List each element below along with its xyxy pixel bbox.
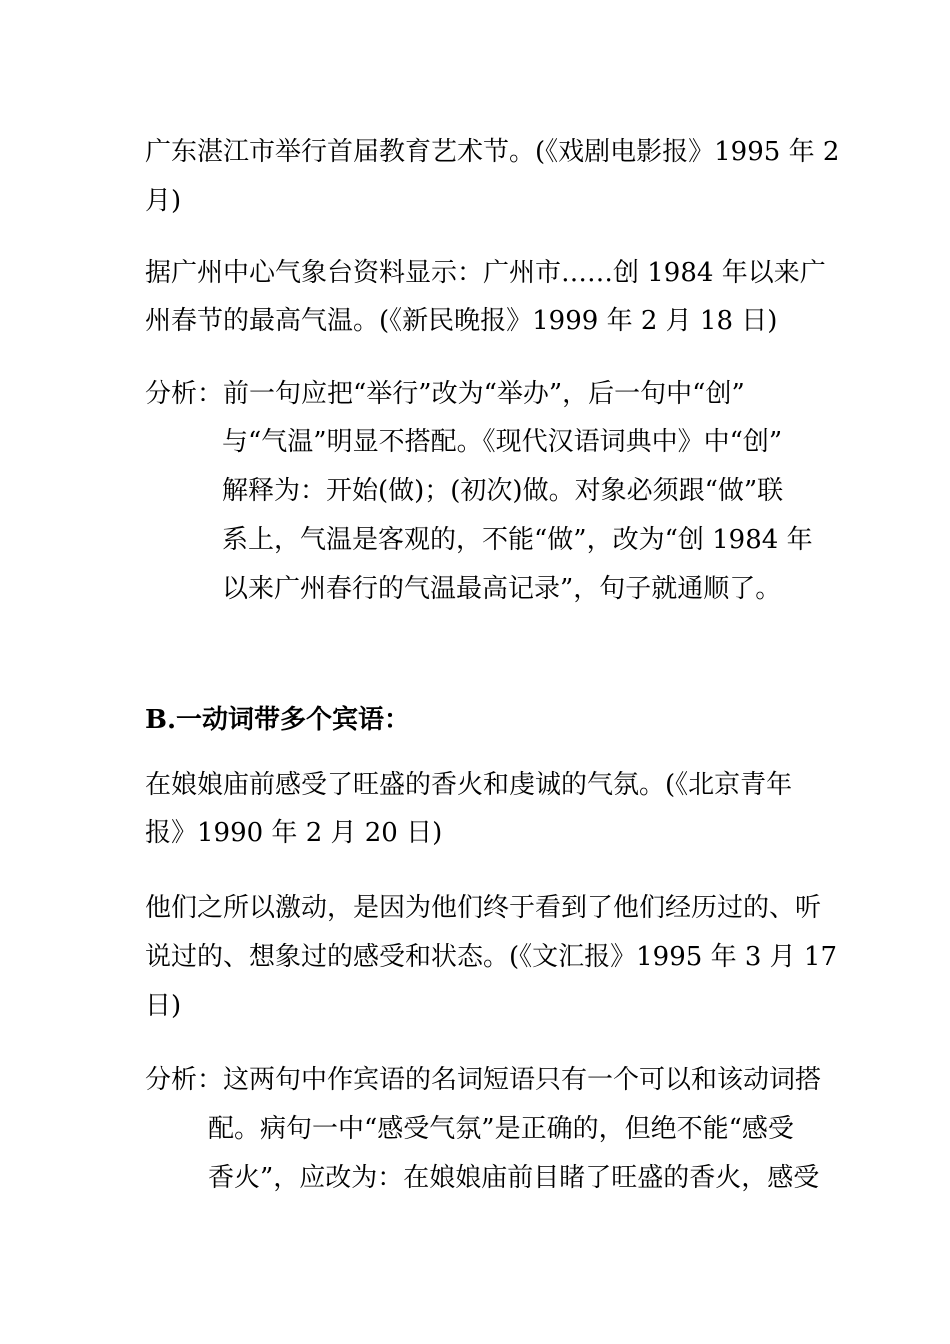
paragraph-2-line-2: 州春节的最高气温。(《新民晚报》1999 年 2 月 18 日) bbox=[145, 306, 778, 336]
paragraph-4-line-2: 说过的、想象过的感受和状态。(《文汇报》1995 年 3 月 17 bbox=[145, 942, 837, 972]
paragraph-1-line-2: 月) bbox=[145, 186, 182, 216]
paragraph-4-line-3: 日) bbox=[145, 991, 182, 1021]
analysis-2-line-3: 香火”，应改为：在娘娘庙前目睹了旺盛的香火，感受 bbox=[208, 1163, 820, 1193]
analysis-1-line-5: 以来广州春行的气温最高记录”，句子就通顺了。 bbox=[222, 574, 782, 604]
section-heading-b: B.一动词带多个宾语： bbox=[145, 705, 411, 735]
paragraph-3-line-1: 在娘娘庙前感受了旺盛的香火和虔诚的气氛。(《北京青年 bbox=[145, 770, 793, 800]
paragraph-3-line-2: 报》1990 年 2 月 20 日) bbox=[145, 818, 443, 848]
analysis-1-line-3: 解释为：开始(做)；(初次)做。对象必须跟“做”联 bbox=[222, 476, 784, 506]
analysis-1-line-1: 分析：前一句应把“举行”改为“举办”，后一句中“创” bbox=[145, 379, 745, 409]
analysis-1-line-4: 系上，气温是客观的，不能“做”，改为“创 1984 年 bbox=[222, 525, 813, 555]
paragraph-1-line-1: 广东湛江市举行首届教育艺术节。(《戏剧电影报》1995 年 2 bbox=[145, 137, 840, 167]
analysis-1-line-2: 与“气温”明显不搭配。《现代汉语词典中》中“创” bbox=[222, 427, 783, 457]
paragraph-4-line-1: 他们之所以激动，是因为他们终于看到了他们经历过的、听 bbox=[145, 893, 822, 923]
analysis-2-line-2: 配。病句一中“感受气氛”是正确的，但绝不能“感受 bbox=[208, 1114, 794, 1144]
paragraph-2-line-1: 据广州中心气象台资料显示：广州市……创 1984 年以来广 bbox=[145, 258, 826, 288]
analysis-2-line-1: 分析：这两句中作宾语的名词短语只有一个可以和该动词搭 bbox=[145, 1065, 822, 1095]
